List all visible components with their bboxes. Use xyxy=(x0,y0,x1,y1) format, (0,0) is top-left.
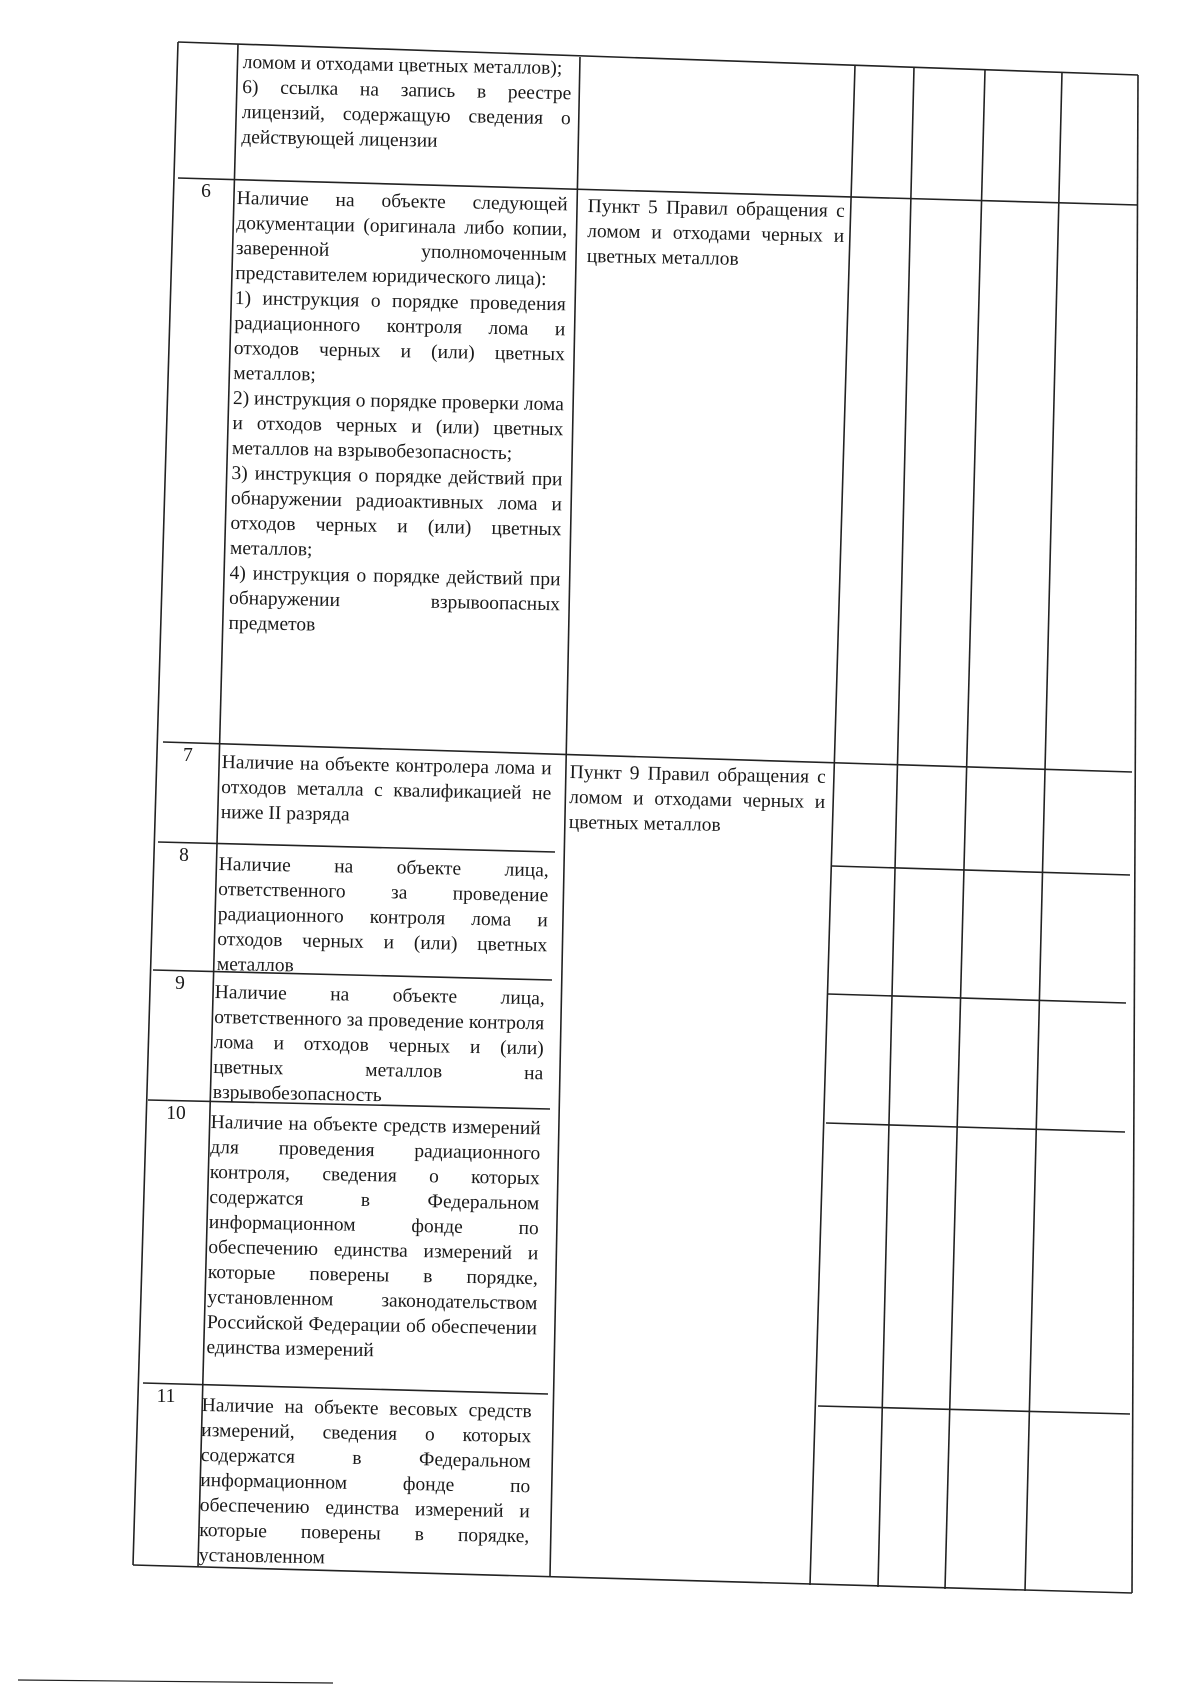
table-row-7-requirement: Наличие на объекте контролера лома и отходов металла с квалификацией не ниже II разряда xyxy=(220,751,552,826)
table-row-continuation-requirement: ломом и отходами цветных металлов); 6) ссылка на запись в реестре лицензий, содержащую сведения о действующей лицензии xyxy=(241,51,572,152)
table-row-9-number: 9 xyxy=(175,973,185,994)
table-row-8-number: 8 xyxy=(179,845,189,866)
table-row-6-number: 6 xyxy=(201,181,211,202)
table-row-9-requirement: Наличие на объекте лица, ответственного за проведение контроля лома и отходов черных и (или) цветных металлов на взрывобезопасность xyxy=(212,981,545,1107)
table-row-11-requirement: Наличие на объекте весовых средств измерений, сведения о которых содержатся в Федеральном информационном фонде по обеспечению единства измерений и которые поверены в порядке, установленном xyxy=(198,1394,532,1569)
table-row-10-number: 10 xyxy=(166,1103,186,1124)
table-row-6-reference: Пункт 5 Правил обращения с ломом и отходами черных и цветных металлов xyxy=(586,195,845,270)
table-row-7-reference: Пункт 9 Правил обращения с ломом и отходами черных и цветных металлов xyxy=(568,761,826,836)
table-row-8-requirement: Наличие на объекте лица, ответственного за проведение радиационного контроля лома и отходов черных и (или) цветных металлов xyxy=(216,853,549,977)
table-row-10-requirement: Наличие на объекте средств измерений для проведения радиационного контроля, сведения о которых содержатся в Федеральном информационном фонде по обеспечению единства измерений и которые поверены в порядке, установленном законодательством Российской Федерации об обеспечении единства измерений xyxy=(206,1111,541,1362)
table-row-11-number: 11 xyxy=(156,1386,176,1407)
table-row-7-number: 7 xyxy=(183,745,193,766)
table-row-6-requirement: Наличие на объекте следующей документации (оригинала либо копии, заверенной уполномоченным представителем юридического лица): 1) инструкция о порядке проведения радиационного контроля лома и отходов черных и (или) цветных металлов; 2) инструкция о порядке проверки лома и отходов черных и (или) цветных металлов на взрывобезопасность; 3) инструкция о порядке действий при обнаружении радиоактивных лома и отходов черных и (или) цветных металлов; 4) инструкция о порядке действий при обнаружении взрывоопасных предметов xyxy=(228,187,568,636)
